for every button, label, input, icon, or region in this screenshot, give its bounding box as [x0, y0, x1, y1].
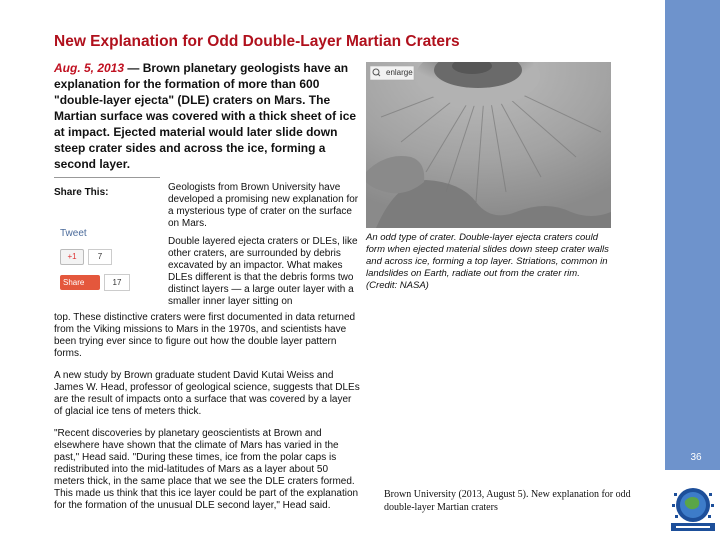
enlarge-link[interactable]: enlarge	[386, 68, 413, 77]
article-paragraph-3: A new study by Brown graduate student David Kutai Weiss and James W. Head, professor of geological science, suggests that DLEs are the result of impacts onto a surface that was covered by a layer of glacial ice tens of meters thick.	[54, 370, 360, 417]
article-lead-text: — Brown planetary geologists have an explanation for the formation of more than 600 "double-layer ejecta" (DLE) craters on Mars. The Martian surface was covered with a thick sheet of ice at impact. Ejected material would later slide down steep crater sides and across the ice, forming a second layer.	[54, 61, 357, 171]
image-caption: An odd type of crater. Double-layer ejecta craters could form when ejected material slides down steep crater walls and across ice, forming a top layer. Striations, common in landslides on Earth, radiate out from the crater rim. (Credit: NASA)	[366, 232, 609, 291]
article-paragraph-4: "Recent discoveries by planetary geoscientists at Brown and elsewhere have shown that the climate of Mars has varied in the past," Head said. "During these times, ice from the polar caps is redistributed into the mid-latitudes of Mars as a layer about 50 meters thick, in the same place that we see the DLE craters formed. This made us think that this ice layer could be part of the explanation for the formation of the unusual DLE second layer," Head said.	[54, 428, 359, 511]
article-paragraph-2a: Double layered ejecta craters or DLEs, like other craters, are surrounded by debris excavated by an impactor. What makes DLEs different is that the debris forms two distinct layers — a large outer layer with a smaller inner layer sitting on	[168, 236, 358, 307]
article-title: New Explanation for Odd Double-Layer Martian Craters	[54, 33, 460, 50]
citation: Brown University (2013, August 5). New explanation for odd double-layer Martian craters	[384, 489, 631, 513]
share-title: Share This:	[54, 187, 109, 198]
share-button[interactable]	[60, 275, 100, 290]
share-count: 17	[104, 274, 130, 291]
tweet-link[interactable]: Tweet	[60, 228, 87, 239]
article-paragraph-2b: top. These distinctive craters were first documented in data returned from the Viking missions to Mars in the 1970s, and scientists have been trying ever since to figure out how the double layer pattern forms.	[54, 312, 356, 359]
share-widget	[60, 274, 130, 291]
article-lead	[54, 60, 359, 172]
share-button-label: Share	[63, 278, 85, 287]
gplus-count: 7	[88, 249, 112, 265]
gplus-widget	[60, 249, 112, 265]
education-logo-icon	[668, 484, 718, 534]
article-date: Aug. 5, 2013	[54, 61, 125, 75]
article-paragraph-1: Geologists from Brown University have developed a promising new explanation for a mysterious type of crater on the surface on Mars.	[168, 182, 359, 229]
crater-photo	[366, 62, 611, 228]
gplus-button[interactable]: +1	[60, 249, 84, 265]
share-divider	[54, 177, 160, 178]
slide-number: 36	[690, 452, 702, 463]
